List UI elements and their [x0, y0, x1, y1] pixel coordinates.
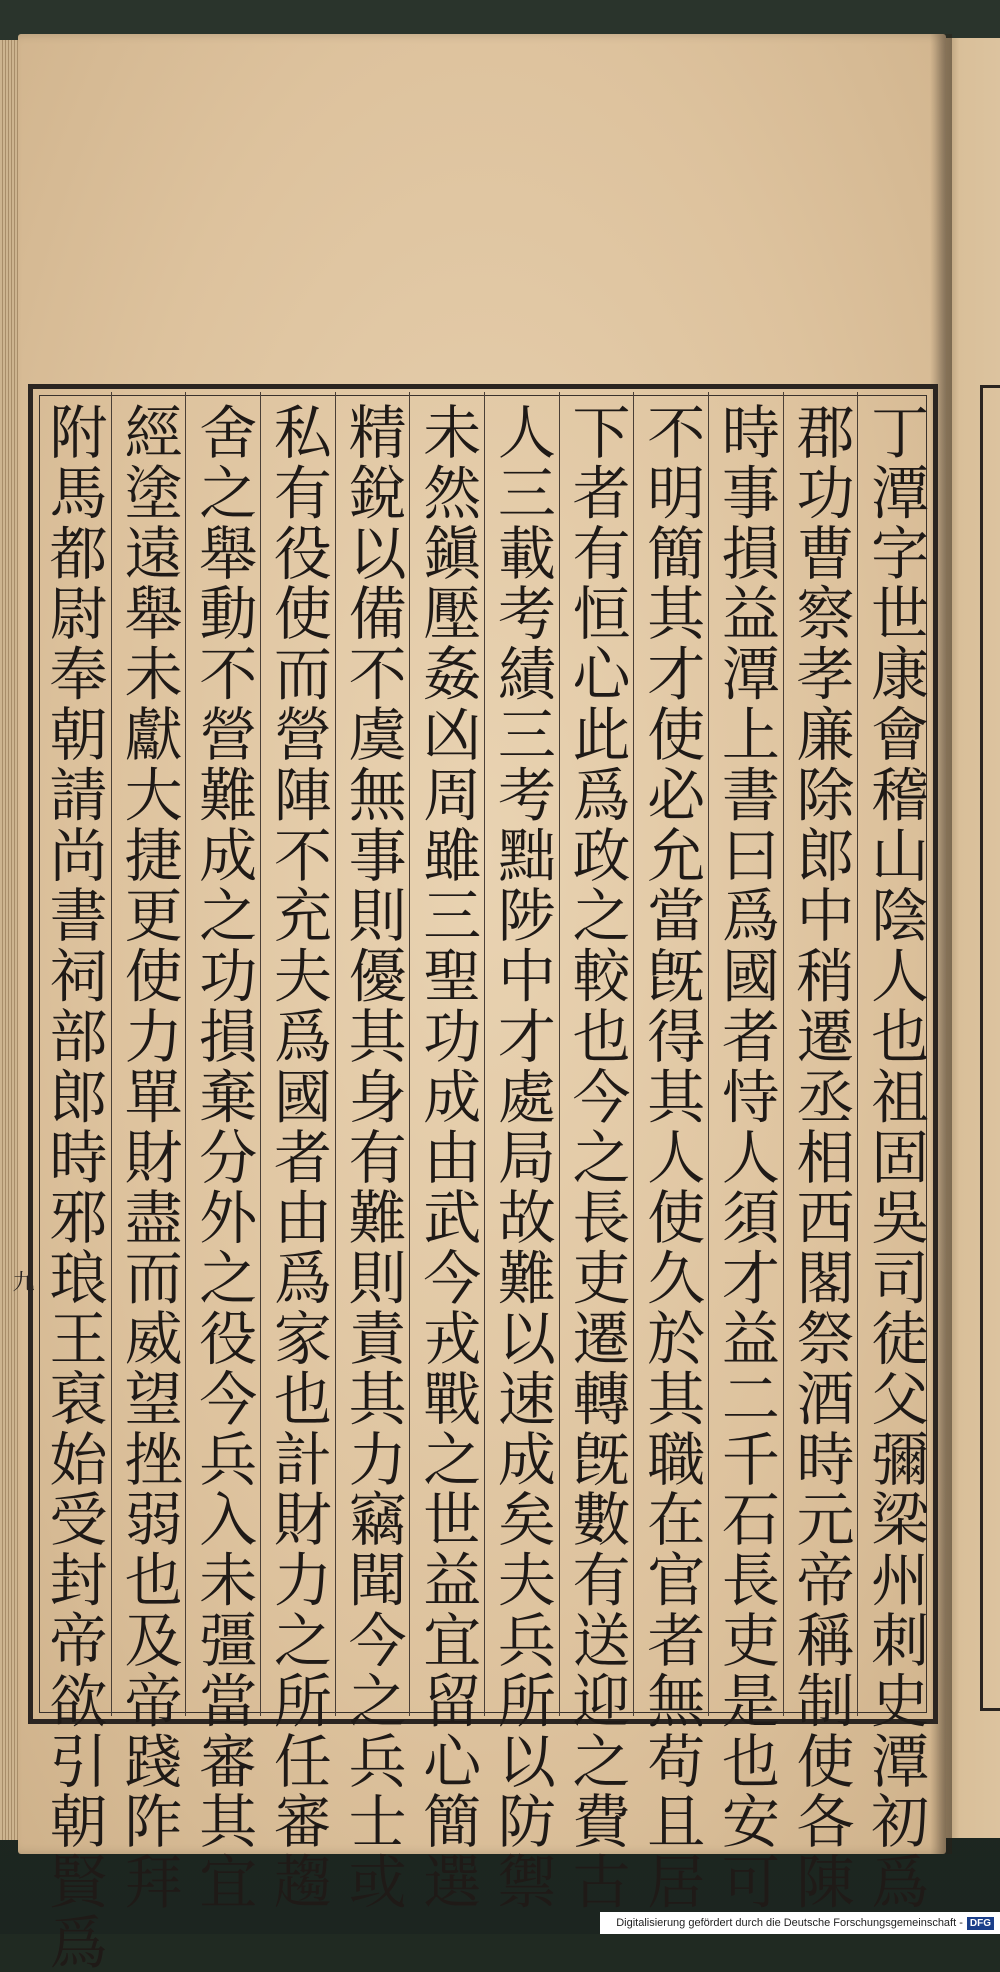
- text-column: [633, 392, 708, 1912]
- column-text: 經塗遠舉未獻大捷更使力單財盡而威望挫弱也及帝踐阼拜: [114, 402, 183, 1912]
- column-text: 不明簡其才使必允當旣得其人使久於其職在官者無苟且居: [637, 402, 706, 1912]
- text-column: [857, 392, 932, 1912]
- text-column: [708, 392, 783, 1912]
- column-text: 未然鎭壓姦凶周雖三聖功成由武今戎戰之世益宜留心簡選: [413, 402, 482, 1912]
- column-text: 精銳以備不虞無事則優其身有難則責其力竊聞今之兵士或: [338, 402, 407, 1912]
- text-column: [559, 392, 634, 1912]
- column-text: 郡功曹察孝廉除郎中稍遷丞相西閣祭酒時元帝稱制使各陳: [786, 402, 855, 1912]
- text-column: [409, 392, 484, 1912]
- column-text: 舍之舉動不營難成之功損棄分外之役今兵入未彊當審其宜: [189, 402, 258, 1912]
- column-text: 丁潭字世康會稽山陰人也祖固吳司徒父彌梁州刺史潭初爲: [861, 402, 930, 1912]
- credit-text: Digitalisierung gefördert durch die Deutsche Forschungsgemeinschaft -: [616, 1917, 963, 1929]
- column-text: 人三載考績三考黜陟中才處局故難以速成矣夫兵所以防禦: [487, 402, 556, 1912]
- column-text: 附馬都尉奉朝請尚書祠部郎時邪琅王裒始受封帝欲引朝賢爲: [39, 402, 108, 1972]
- margin-page-mark: 九: [9, 1270, 34, 1292]
- digitization-credit: [600, 1912, 1000, 1934]
- adjacent-page-frame: [980, 385, 1000, 1711]
- text-column: [111, 392, 186, 1912]
- text-column: [260, 392, 335, 1912]
- dfg-logo: DFG: [967, 1917, 994, 1930]
- text-column: [783, 392, 858, 1912]
- column-text: 時事損益潭上書曰爲國者恃人須才益二千石長吏是也安可: [711, 402, 780, 1912]
- text-column: [36, 392, 111, 1972]
- text-column: [185, 392, 260, 1912]
- column-text: 私有役使而營陣不充夫爲國者由爲家也計財力之所任審趨: [263, 402, 332, 1912]
- column-text: 下者有恒心此爲政之較也今之長吏遷轉旣數有送迎之費古: [562, 402, 631, 1912]
- text-column: [335, 392, 410, 1912]
- text-column: [484, 392, 559, 1912]
